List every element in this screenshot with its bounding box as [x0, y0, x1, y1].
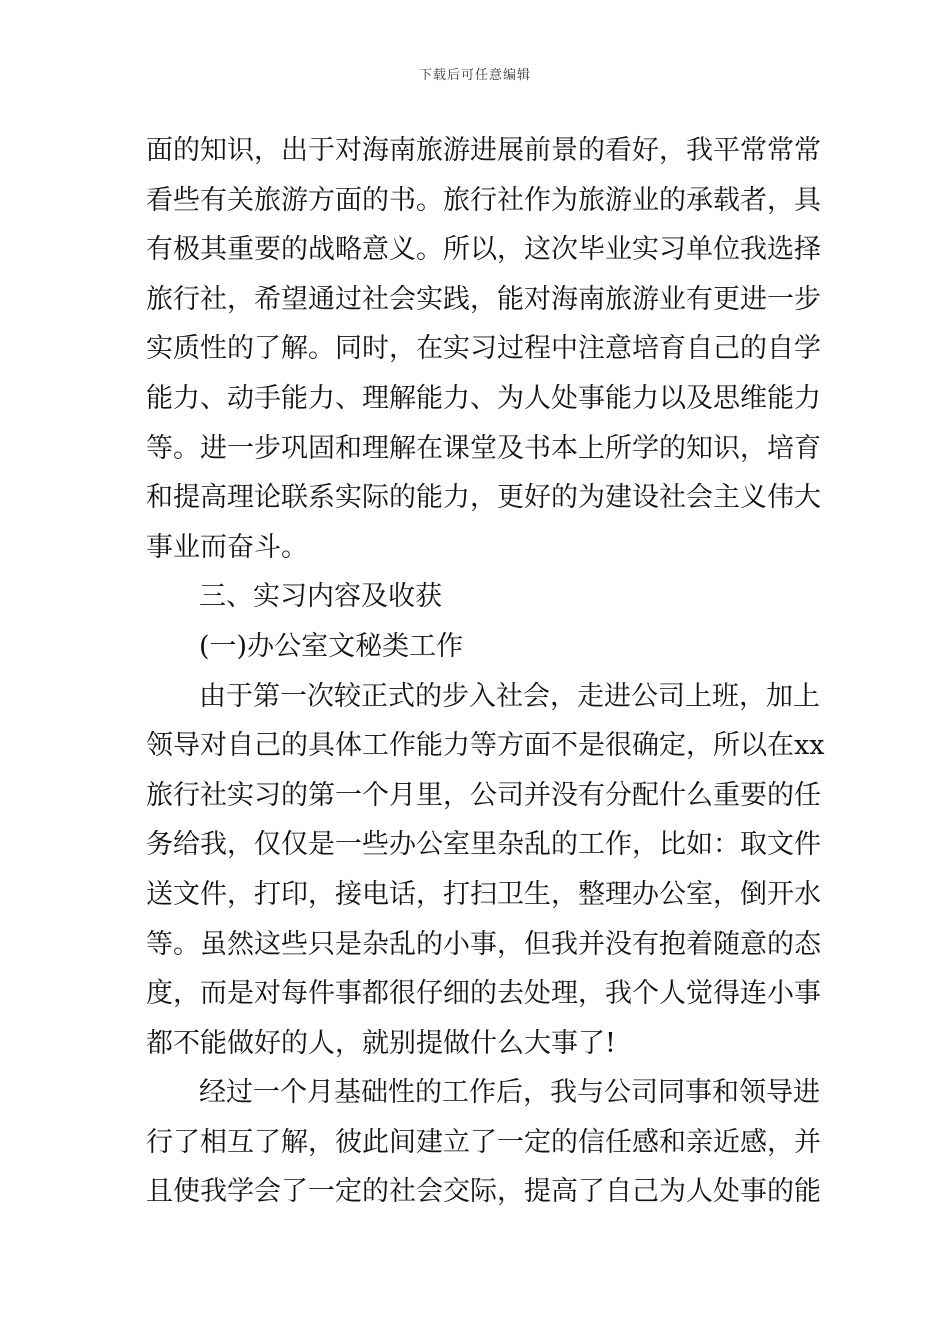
body-line: 旅行社，希望通过社会实践，能对海南旅游业有更进一步	[146, 283, 821, 315]
body-line: 有极其重要的战略意义。所以，这次毕业实习单位我选择	[146, 234, 821, 266]
body-line: 旅行社实习的第一个月里，公司并没有分配什么重要的任	[146, 779, 821, 811]
body-line: 等。虽然这些只是杂乱的小事，但我并没有抱着随意的态	[146, 928, 821, 960]
body-line: 看些有关旅游方面的书。旅行社作为旅游业的承载者，具	[146, 184, 821, 216]
body-line: 经过一个月基础性的工作后，我与公司同事和领导进	[199, 1077, 820, 1109]
body-line: 面的知识，出于对海南旅游进展前景的看好，我平常常常	[146, 135, 821, 166]
body-line: 实质性的了解。同时，在实习过程中注意培育自己的自学	[146, 333, 821, 365]
body-line: 且使我学会了一定的社会交际，提高了自己为人处事的能	[146, 1176, 821, 1208]
body-line: 送文件，打印，接电话，打扫卫生，整理办公室，倒开水	[146, 878, 821, 910]
body-line: 等。进一步巩固和理解在课堂及书本上所学的知识，培育	[146, 432, 821, 464]
body-line: 务给我，仅仅是一些办公室里杂乱的工作，比如：取文件	[146, 829, 821, 861]
subsection-heading: (一)办公室文秘类工作	[199, 630, 464, 662]
page-header: 下载后可任意编辑	[418, 68, 531, 83]
body-line: 度，而是对每件事都很仔细的去处理，我个人觉得连小事	[146, 978, 821, 1010]
body-line: 领导对自己的具体工作能力等方面不是很确定，所以在xx	[146, 730, 825, 762]
section-heading: 三、实习内容及收获	[199, 581, 442, 613]
body-line: 行了相互了解，彼此间建立了一定的信任感和亲近感，并	[146, 1126, 821, 1158]
document-body	[146, 126, 825, 1217]
body-line: 能力、动手能力、理解能力、为人处事能力以及思维能力	[146, 382, 821, 414]
body-line: 和提高理论联系实际的能力，更好的为建设社会主义伟大	[146, 482, 821, 514]
body-line: 都不能做好的人，就别提做什么大事了!	[146, 1027, 616, 1059]
body-line: 由于第一次较正式的步入社会，走进公司上班，加上	[199, 680, 820, 712]
body-line: 事业而奋斗。	[146, 531, 308, 563]
